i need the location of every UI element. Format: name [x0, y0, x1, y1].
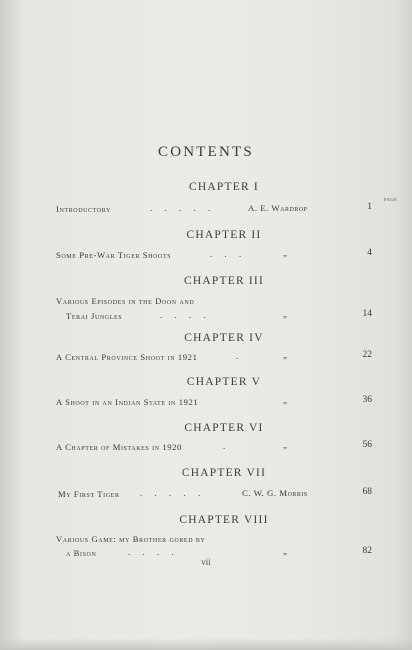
chapter-3-leader-dots: . . . .: [160, 310, 206, 320]
chapter-5-heading: CHAPTER V: [186, 376, 262, 388]
chapter-6-title: A Chapter of Mistakes in 1920: [56, 442, 182, 452]
chapter-3-ditto: „: [283, 309, 287, 319]
chapter-8-ditto: „: [283, 546, 287, 556]
chapter-5-page: 36: [362, 395, 372, 405]
chapter-3-title-line-2: Terai Jungles: [66, 311, 123, 321]
chapter-7-title: My First Tiger: [58, 489, 120, 499]
chapter-6-heading: CHAPTER VI: [184, 422, 264, 434]
contents-title: CONTENTS: [158, 144, 254, 160]
chapter-6-ditto: „: [283, 440, 287, 450]
chapter-1-leader-dots: . . . . .: [150, 203, 211, 213]
page-column-label: PAGE: [384, 197, 398, 202]
chapter-3-heading: CHAPTER III: [184, 275, 264, 287]
chapter-5-title: A Shoot in an Indian State in 1921: [56, 397, 199, 407]
chapter-8-title-line-1: Various Game: my Brother gored by: [56, 534, 206, 544]
chapter-8-page: 82: [362, 546, 372, 556]
chapter-2-heading: CHAPTER II: [186, 229, 262, 241]
chapter-4-page: 22: [362, 350, 372, 360]
chapter-4-leader-dots: .: [236, 351, 239, 361]
chapter-7-heading: CHAPTER VII: [181, 467, 267, 479]
chapter-3-title-line-1: Various Episodes in the Doon and: [56, 296, 195, 306]
chapter-8-leader-dots: . . . .: [128, 547, 174, 557]
chapter-7-leader-dots: . . . . .: [140, 488, 201, 498]
chapter-8-heading: CHAPTER VIII: [179, 514, 269, 526]
chapter-7-page: 68: [362, 487, 372, 497]
chapter-6-leader-dots: .: [223, 441, 226, 451]
chapter-2-ditto: „: [283, 248, 287, 258]
chapter-1-title: Introductory: [56, 204, 111, 214]
chapter-4-heading: CHAPTER IV: [184, 332, 264, 344]
chapter-4-title: A Central Province Shoot in 1921: [56, 352, 198, 362]
chapter-2-title: Some Pre-War Tiger Shoots: [56, 250, 172, 260]
chapter-7-author: C. W. G. Morris: [242, 488, 308, 498]
chapter-1-page: 1: [367, 202, 372, 212]
chapter-2-leader-dots: . . .: [210, 249, 242, 259]
chapter-1-author: A. E. Wardrop: [248, 203, 308, 213]
chapter-2-page: 4: [367, 248, 372, 258]
page-folio: vii: [201, 557, 211, 567]
chapter-4-ditto: „: [283, 350, 287, 360]
chapter-1-heading: CHAPTER I: [189, 181, 259, 193]
chapter-5-ditto: „: [283, 395, 287, 405]
chapter-6-page: 56: [362, 440, 372, 450]
chapter-3-page: 14: [362, 309, 372, 319]
chapter-8-title-line-2: a Bison: [66, 548, 97, 558]
